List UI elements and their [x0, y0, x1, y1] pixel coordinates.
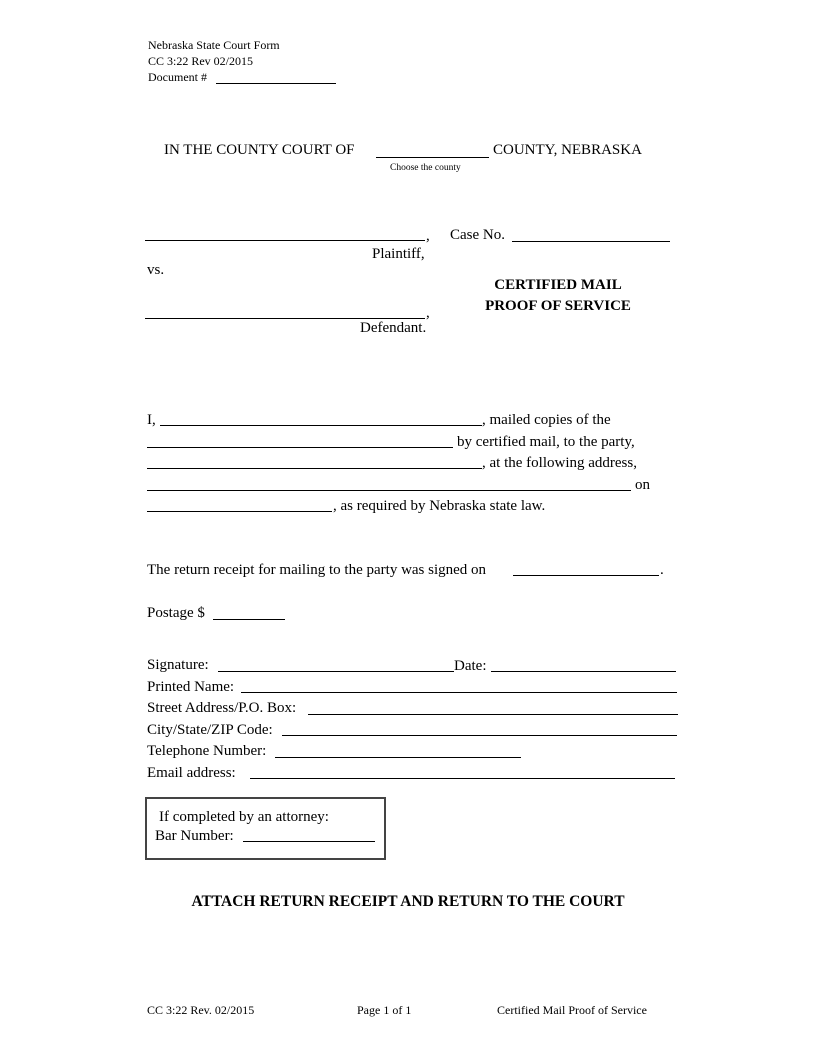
- on-text: on: [635, 477, 650, 493]
- party-field[interactable]: [147, 468, 482, 469]
- server-name-field[interactable]: [160, 425, 482, 426]
- city-state-zip-field[interactable]: [282, 735, 677, 736]
- county-hint: Choose the county: [390, 163, 461, 173]
- document-number-label: Document #: [148, 70, 207, 84]
- attorney-box: [145, 797, 386, 860]
- email-label: Email address:: [147, 765, 236, 781]
- date-label: Date:: [454, 658, 487, 674]
- postage-label: Postage $: [147, 605, 205, 621]
- receipt-period: .: [660, 562, 664, 578]
- footer-page-number: Page 1 of 1: [357, 1003, 412, 1017]
- footer-form-title: Certified Mail Proof of Service: [497, 1003, 647, 1017]
- signature-label: Signature:: [147, 657, 209, 673]
- footer-form-code: CC 3:22 Rev. 02/2015: [147, 1003, 255, 1017]
- mailed-copies-text: , mailed copies of the: [482, 412, 611, 428]
- court-suffix: COUNTY, NEBRASKA: [493, 142, 642, 158]
- signature-field[interactable]: [218, 671, 454, 672]
- bar-number-field[interactable]: [243, 841, 375, 842]
- required-by-text: , as required by Nebraska state law.: [333, 498, 546, 514]
- street-address-field[interactable]: [308, 714, 678, 715]
- court-prefix: IN THE COUNTY COURT OF: [164, 142, 355, 158]
- printed-name-label: Printed Name:: [147, 679, 235, 695]
- by-certified-text: by certified mail, to the party,: [457, 434, 635, 450]
- printed-name-field[interactable]: [241, 692, 677, 693]
- following-address-text: , at the following address,: [482, 455, 637, 471]
- title-line-1: CERTIFIED MAIL: [494, 277, 622, 293]
- plaintiff-comma: ,: [426, 228, 430, 244]
- document-number-field[interactable]: [216, 83, 336, 84]
- defendant-label: Defendant.: [360, 320, 427, 336]
- receipt-date-field[interactable]: [513, 575, 659, 576]
- email-field[interactable]: [250, 778, 675, 779]
- title-line-2: PROOF OF SERVICE: [485, 298, 631, 314]
- telephone-field[interactable]: [275, 757, 521, 758]
- attorney-box-heading: If completed by an attorney:: [159, 809, 329, 825]
- form-code: CC 3:22 Rev 02/2015: [148, 54, 254, 68]
- date-field[interactable]: [491, 671, 676, 672]
- case-no-label: Case No.: [450, 227, 505, 243]
- postage-field[interactable]: [213, 619, 285, 620]
- county-field[interactable]: [376, 157, 489, 158]
- telephone-label: Telephone Number:: [147, 743, 267, 759]
- form-name: Nebraska State Court Form: [148, 38, 280, 52]
- case-no-field[interactable]: [512, 241, 670, 242]
- i-label: I,: [147, 412, 156, 428]
- address-field[interactable]: [147, 490, 631, 491]
- receipt-text: The return receipt for mailing to the party was signed on: [147, 562, 487, 578]
- mailing-date-field[interactable]: [147, 511, 332, 512]
- plaintiff-label: Plaintiff,: [372, 246, 425, 262]
- city-state-zip-label: City/State/ZIP Code:: [147, 722, 273, 738]
- bar-number-label: Bar Number:: [155, 828, 234, 844]
- plaintiff-field[interactable]: [145, 240, 425, 241]
- attach-instruction: ATTACH RETURN RECEIPT AND RETURN TO THE COURT: [191, 893, 625, 910]
- documents-field[interactable]: [147, 447, 453, 448]
- street-address-label: Street Address/P.O. Box:: [147, 700, 297, 716]
- vs-label: vs.: [147, 262, 165, 278]
- defendant-comma: ,: [426, 305, 430, 321]
